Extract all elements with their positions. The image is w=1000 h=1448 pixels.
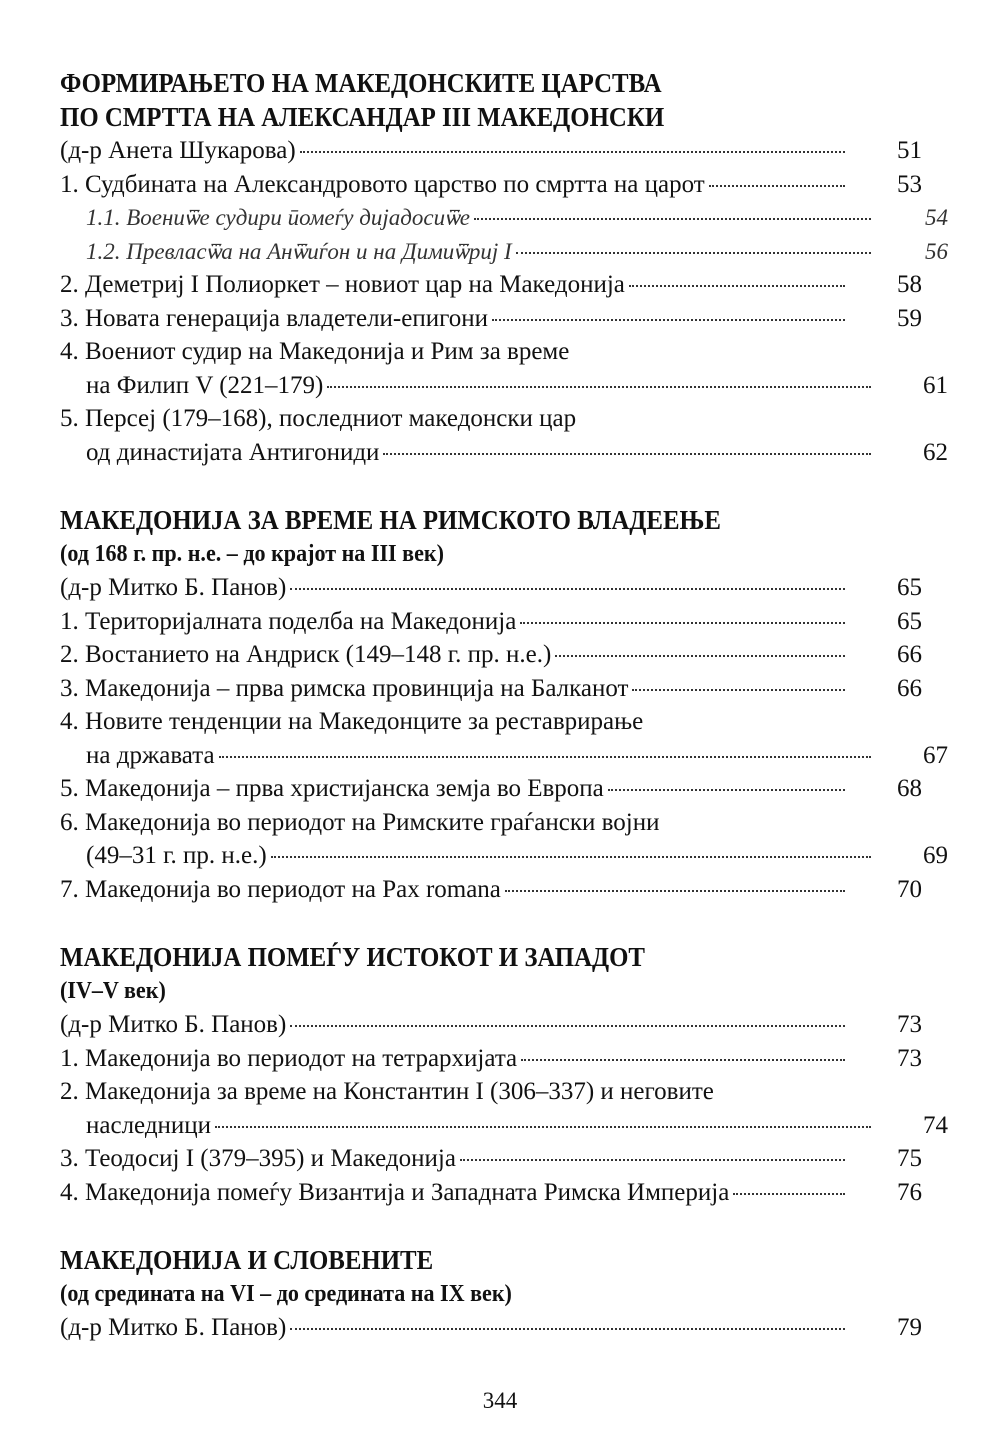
dot-leader bbox=[632, 689, 845, 691]
toc-entry-text bbox=[86, 201, 871, 235]
toc-section bbox=[60, 1243, 922, 1345]
page-number: 344 bbox=[482, 1388, 518, 1413]
toc-entry bbox=[60, 201, 948, 235]
toc-entry bbox=[60, 302, 922, 336]
section-subtitle: (IV–V век) bbox=[60, 978, 166, 1004]
dot-leader bbox=[219, 756, 871, 758]
toc-entry-text bbox=[60, 1311, 845, 1345]
author-row bbox=[60, 1311, 922, 1345]
table-of-contents bbox=[60, 66, 948, 1379]
toc-entry-title: (д-р Митко Б. Панов) bbox=[60, 574, 287, 601]
author-row bbox=[60, 1008, 922, 1042]
section-title: МАКЕДОНИЈА ЗА ВРЕМЕ НА РИМСКОТО ВЛАДЕЕЊЕ bbox=[60, 505, 721, 535]
toc-entry-title: 4. Македонија помеѓу Византија и Западната Римска Империја bbox=[60, 1178, 730, 1206]
section-title: ПО СМРТТА НА АЛЕКСАНДАР III МАКЕДОНСКИ bbox=[60, 102, 665, 132]
toc-entry bbox=[60, 1042, 922, 1076]
toc-page-number: 75 bbox=[897, 1145, 922, 1172]
toc-entry-text bbox=[60, 772, 845, 806]
toc-entry-text bbox=[86, 739, 871, 773]
toc-entry bbox=[60, 839, 948, 873]
toc-entry bbox=[60, 235, 948, 269]
toc-entry-line: 2. Македонија за време на Константин I (306–337) и неговите bbox=[60, 1078, 714, 1105]
toc-entry bbox=[60, 672, 922, 706]
toc-entry-title: од династијата Антигониди bbox=[86, 438, 380, 466]
section-title: МАКЕДОНИЈА ПОМЕЃУ ИСТОКОТ И ЗАПАДОТ bbox=[60, 942, 646, 972]
toc-page-number: 65 bbox=[897, 607, 922, 635]
toc-entry bbox=[60, 168, 922, 202]
toc-page-number: 69 bbox=[923, 842, 948, 869]
toc-page-number: 73 bbox=[897, 1011, 922, 1038]
toc-page-number: 67 bbox=[923, 741, 948, 769]
toc-page-number: 66 bbox=[897, 641, 922, 668]
toc-entry-line: 4. Воениот судир на Македонија и Рим за време bbox=[60, 338, 570, 365]
toc-entry-title: 1. Територијалната поделба на Македонија bbox=[60, 607, 517, 635]
toc-entry-text bbox=[60, 168, 845, 202]
toc-entry bbox=[60, 772, 922, 806]
dot-leader bbox=[290, 588, 845, 590]
toc-entry-text bbox=[60, 134, 845, 168]
dot-leader bbox=[271, 856, 871, 858]
toc-entry-text bbox=[60, 638, 845, 672]
section-subtitle: (од средината на VI – до средината на IX век) bbox=[60, 1281, 512, 1307]
toc-page-number: 54 bbox=[925, 205, 948, 230]
toc-entry-text bbox=[86, 235, 871, 269]
dot-leader bbox=[290, 1025, 845, 1027]
toc-entry-title: 2. Деметриј I Полиоркет – новиот цар на Македонија bbox=[60, 271, 625, 298]
section-subtitle: (од 168 г. пр. н.е. – до крајот на III век) bbox=[60, 541, 444, 567]
toc-entry-title: (49–31 г. пр. н.е.) bbox=[86, 842, 267, 869]
dot-leader bbox=[300, 151, 845, 153]
toc-entry bbox=[60, 739, 948, 773]
section-title: ФОРМИРАЊЕТО НА МАКЕДОНСКИТЕ ЦАРСТВА bbox=[60, 68, 662, 98]
dot-leader bbox=[520, 622, 845, 624]
dot-leader bbox=[629, 285, 845, 287]
toc-entry-text bbox=[86, 1109, 871, 1143]
toc-entry-line: 4. Новите тенденции на Македонците за реставрирање bbox=[60, 708, 644, 735]
dot-leader bbox=[516, 252, 871, 254]
toc-entry-title: 1. Судбината на Александровото царство по смртта на царот bbox=[60, 170, 705, 198]
section-title: МАКЕДОНИЈА И СЛОВЕНИТЕ bbox=[60, 1245, 434, 1275]
toc-entry-title: наследници bbox=[86, 1111, 212, 1139]
toc-page-number: 59 bbox=[897, 304, 922, 332]
toc-page-number: 79 bbox=[897, 1314, 922, 1341]
dot-leader bbox=[327, 386, 871, 388]
toc-entry-title: 5. Македонија – прва христијанска земја во Европа bbox=[60, 775, 604, 802]
toc-section bbox=[60, 66, 948, 469]
toc-entry-text bbox=[60, 1008, 845, 1042]
dot-leader bbox=[709, 185, 845, 187]
dot-leader bbox=[290, 1328, 845, 1330]
toc-entry-title: (д-р Митко Б. Панов) bbox=[60, 1314, 287, 1341]
toc-entry-text bbox=[60, 268, 845, 302]
toc-entry bbox=[60, 369, 948, 403]
toc-page-number: 62 bbox=[923, 438, 948, 466]
dot-leader bbox=[474, 218, 871, 220]
author-row bbox=[60, 134, 922, 168]
dot-leader bbox=[555, 655, 845, 657]
dot-leader bbox=[733, 1193, 845, 1195]
toc-entry-text bbox=[60, 605, 845, 639]
toc-entry-title: 7. Македонија во периодот на Pax romana bbox=[60, 875, 501, 903]
dot-leader bbox=[383, 453, 871, 455]
toc-entry-text bbox=[86, 369, 871, 403]
toc-section bbox=[60, 503, 948, 906]
toc-entry-text bbox=[60, 302, 845, 336]
toc-entry-line: 6. Македонија во периодот на Римските граѓански војни bbox=[60, 808, 660, 836]
toc-entry-text bbox=[60, 1042, 845, 1076]
toc-entry-title: 1.2. Превласѿа на Анѿиѓон и на Димиѿриј I bbox=[86, 238, 512, 264]
toc-page-number: 65 bbox=[897, 574, 922, 601]
toc-entry bbox=[60, 1176, 922, 1210]
toc-page-number: 51 bbox=[897, 137, 922, 164]
toc-page-number: 58 bbox=[897, 271, 922, 298]
toc-page-number: 70 bbox=[897, 875, 922, 903]
toc-entry-text bbox=[60, 1142, 845, 1176]
toc-entry bbox=[60, 436, 948, 470]
toc-page-number: 73 bbox=[897, 1044, 922, 1072]
toc-entry-title: 3. Теодосиј I (379–395) и Македонија bbox=[60, 1145, 456, 1172]
toc-entry-title: на државата bbox=[86, 741, 215, 769]
toc-entry-title: 1. Македонија во периодот на тетрархијата bbox=[60, 1044, 518, 1072]
toc-entry bbox=[60, 268, 922, 302]
toc-page-number: 53 bbox=[897, 170, 922, 198]
toc-entry-text bbox=[86, 436, 871, 470]
toc-entry-title: 3. Македонија – прва римска провинција на Балканот bbox=[60, 674, 629, 702]
toc-entry-title: 3. Новата генерација владетели-епигони bbox=[60, 304, 489, 332]
dot-leader bbox=[215, 1126, 871, 1128]
toc-entry bbox=[60, 1109, 948, 1143]
toc-entry-title: (д-р Митко Б. Панов) bbox=[60, 1011, 287, 1038]
toc-page-number: 74 bbox=[923, 1111, 948, 1139]
toc-entry-title: 2. Востанието на Андриск (149–148 г. пр. н.е.) bbox=[60, 641, 552, 668]
toc-page-number: 66 bbox=[897, 674, 922, 702]
toc-entry-text bbox=[86, 839, 871, 873]
toc-entry-title: 1.1. Воениѿе судири ӣомеѓу дијадосиѿе bbox=[86, 205, 470, 230]
toc-entry-text bbox=[60, 873, 845, 907]
dot-leader bbox=[608, 789, 845, 791]
toc-section bbox=[60, 940, 948, 1209]
toc-entry-text bbox=[60, 1176, 845, 1210]
toc-entry bbox=[60, 638, 922, 672]
toc-page-number: 56 bbox=[925, 238, 948, 264]
toc-entry-title: на Филип V (221–179) bbox=[86, 371, 324, 399]
toc-page-number: 76 bbox=[897, 1178, 922, 1206]
dot-leader bbox=[492, 319, 845, 321]
toc-entry-text bbox=[60, 571, 845, 605]
toc-entry-text bbox=[60, 672, 845, 706]
toc-entry bbox=[60, 605, 922, 639]
dot-leader bbox=[521, 1059, 845, 1061]
toc-page-number: 61 bbox=[923, 371, 948, 399]
toc-entry-title: (д-р Анета Шукарова) bbox=[60, 137, 296, 164]
dot-leader bbox=[460, 1159, 845, 1161]
toc-entry bbox=[60, 1142, 922, 1176]
toc-entry-line: 5. Персеј (179–168), последниот македонски цар bbox=[60, 405, 577, 432]
author-row bbox=[60, 571, 922, 605]
toc-page-number: 68 bbox=[897, 775, 922, 802]
toc-entry bbox=[60, 873, 922, 907]
dot-leader bbox=[505, 890, 845, 892]
